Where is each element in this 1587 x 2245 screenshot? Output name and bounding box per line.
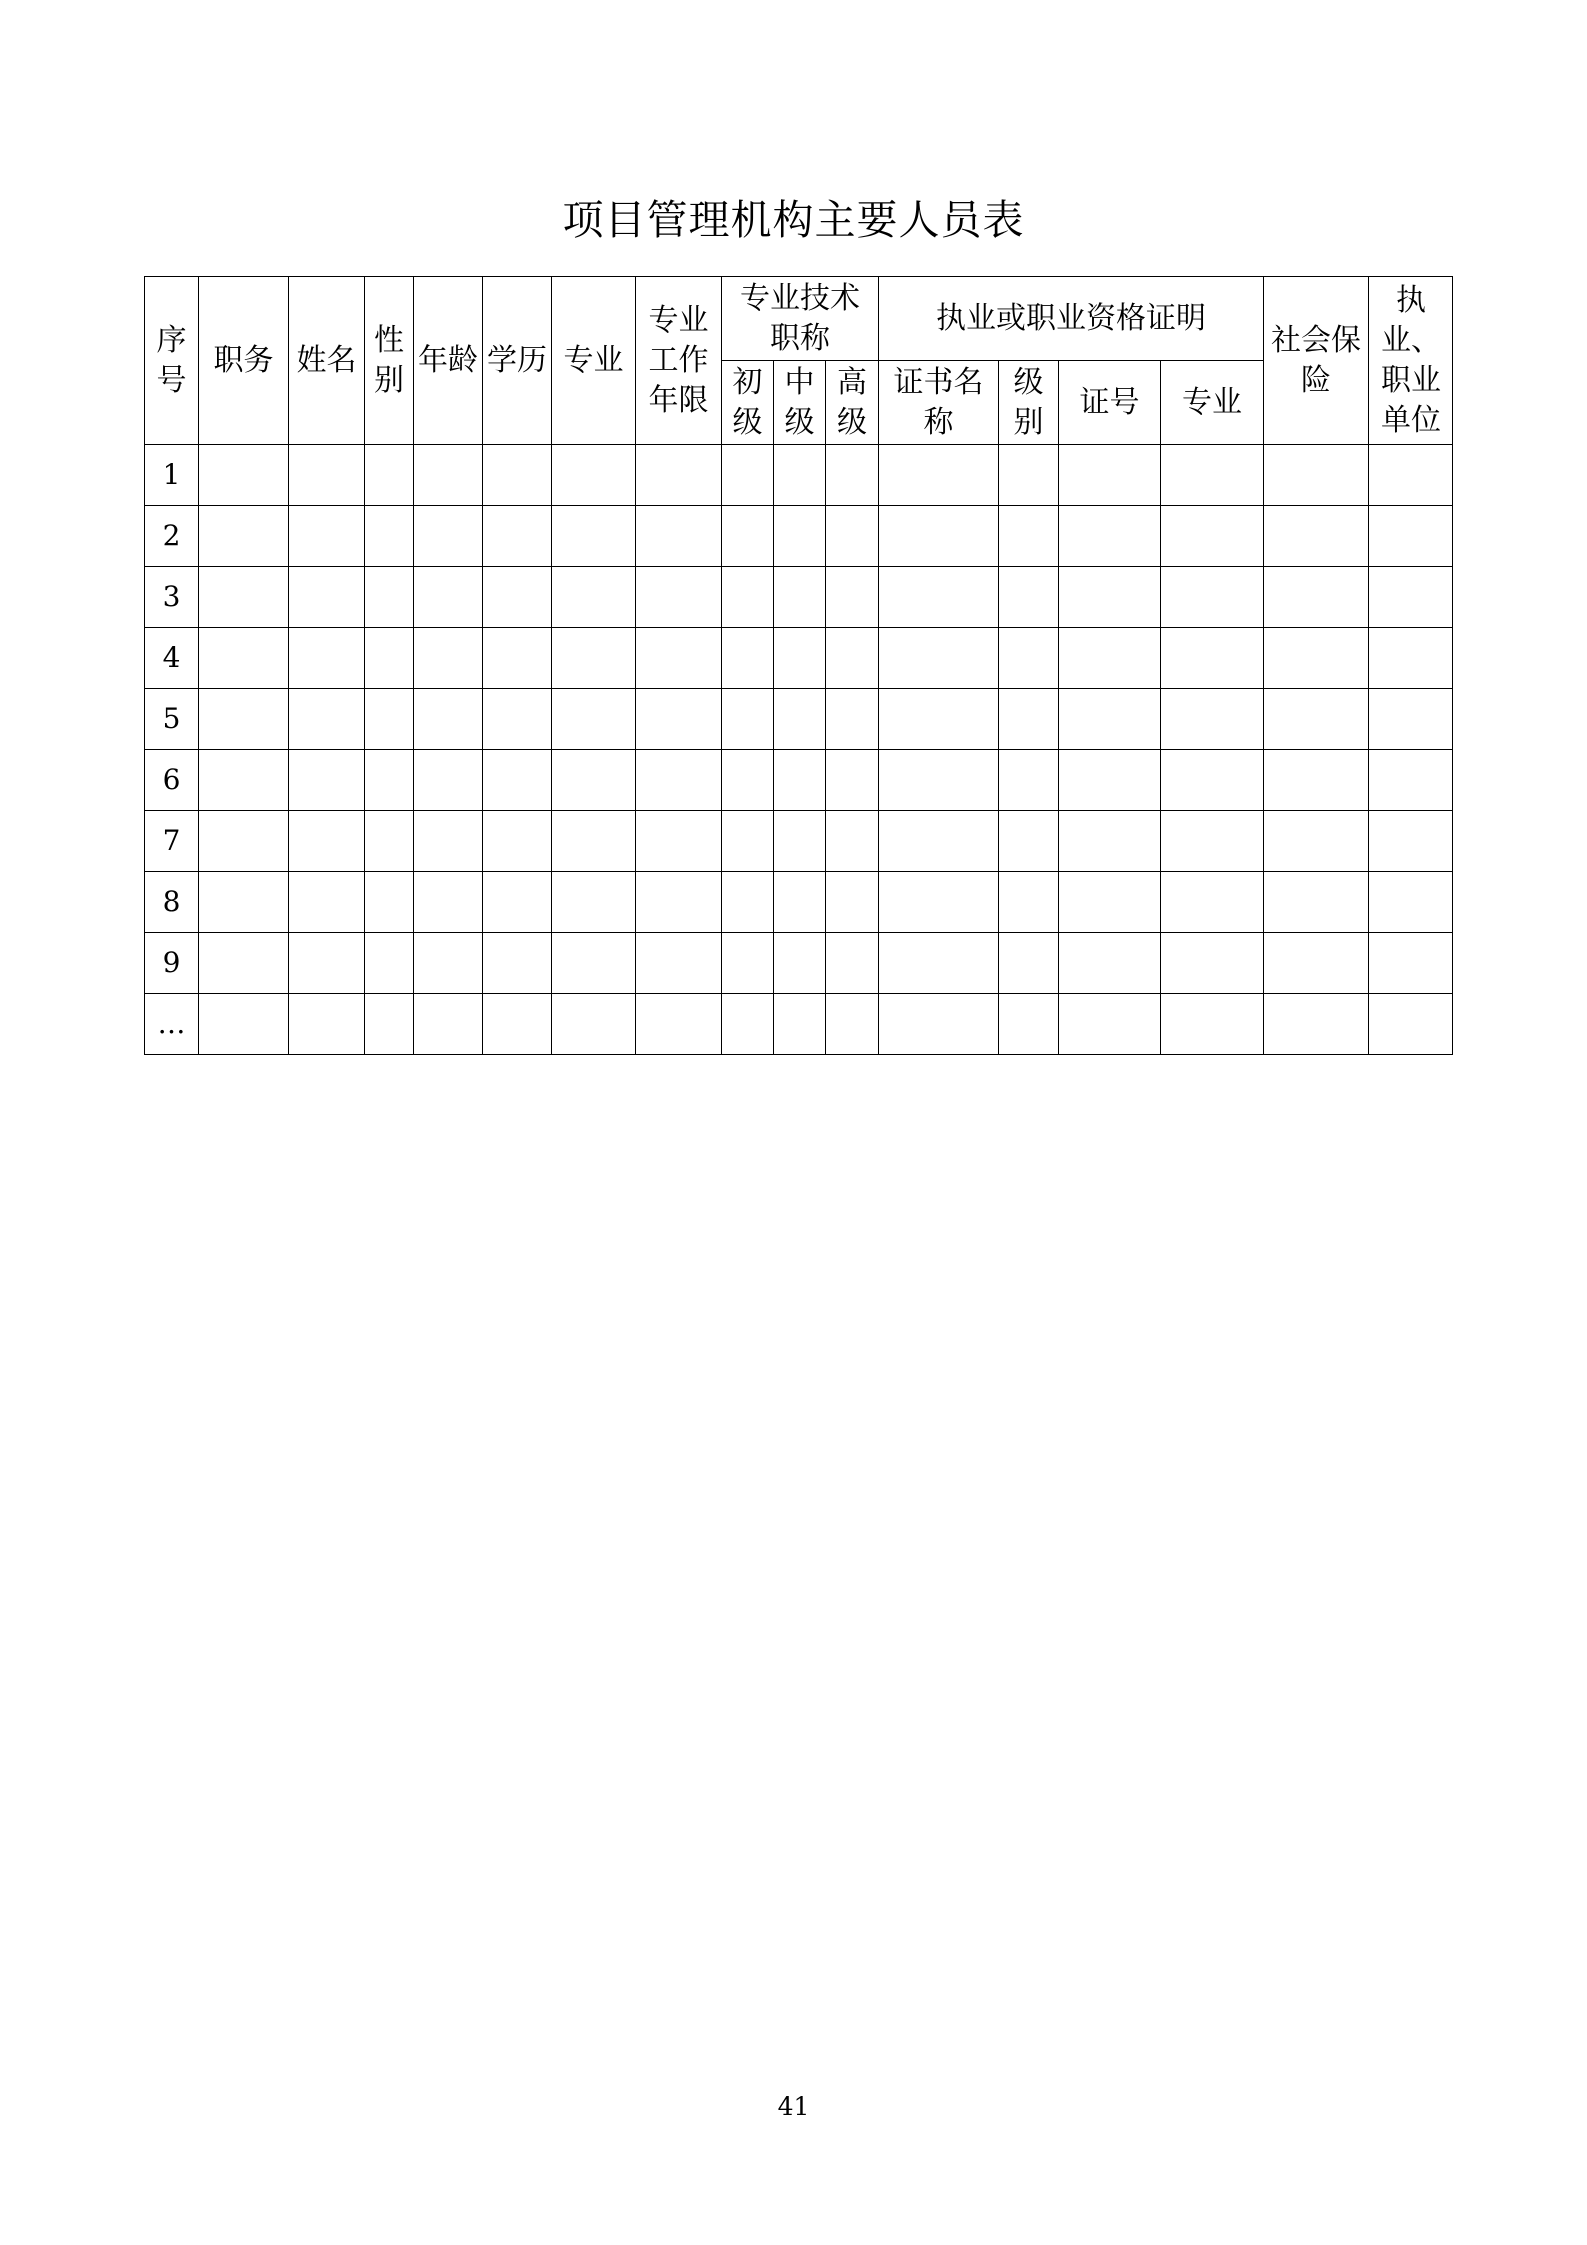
table-cell [1369,994,1453,1055]
table-cell [289,933,365,994]
table-cell [365,811,414,872]
table-cell [1264,506,1369,567]
table-cell [365,628,414,689]
table-cell [289,628,365,689]
row-seq-number: 5 [145,689,199,750]
table-cell [289,689,365,750]
table-cell [636,750,722,811]
row-seq-number: 9 [145,933,199,994]
table-cell [199,750,289,811]
table-cell [1264,689,1369,750]
table-cell [289,811,365,872]
table-cell [1369,506,1453,567]
table-cell [483,872,552,933]
table-cell [722,811,774,872]
table-cell [289,750,365,811]
header-name: 姓名 [289,277,365,445]
table-cell [483,506,552,567]
table-cell [483,750,552,811]
page-title: 项目管理机构主要人员表 [562,196,1025,244]
table-cell [1161,506,1264,567]
table-cell [774,933,826,994]
header-education: 学历 [483,277,552,445]
table-cell [722,933,774,994]
table-cell [826,506,879,567]
table-cell [1059,933,1161,994]
table-cell [199,872,289,933]
table-cell [1264,811,1369,872]
table-cell [483,567,552,628]
row-seq-number: 7 [145,811,199,872]
table-cell [365,994,414,1055]
table-cell [1264,445,1369,506]
table-cell [636,933,722,994]
table-cell [722,567,774,628]
table-cell [999,628,1059,689]
table-cell [879,445,999,506]
table-cell [826,445,879,506]
table-cell [1264,994,1369,1055]
table-cell [826,872,879,933]
row-seq-number: 2 [145,506,199,567]
table-cell [826,933,879,994]
table-cell [414,933,483,994]
table-cell [1059,750,1161,811]
table-cell [414,506,483,567]
table-cell [1059,506,1161,567]
table-cell [199,933,289,994]
table-cell [826,689,879,750]
header-seq: 序号 [145,277,199,445]
header-tech-junior: 初级 [722,361,774,445]
header-work-years: 专业工作年限 [636,277,722,445]
table-cell [552,506,636,567]
table-cell [414,872,483,933]
table-cell [289,567,365,628]
table-cell [1059,628,1161,689]
table-cell [552,811,636,872]
table-cell [636,445,722,506]
table-cell [774,689,826,750]
table-cell [1059,567,1161,628]
table-cell [1059,811,1161,872]
table-cell [199,628,289,689]
table-cell [414,567,483,628]
header-cert-level: 级别 [999,361,1059,445]
table-cell [414,628,483,689]
table-cell [999,567,1059,628]
table-cell [1369,628,1453,689]
header-cert-name: 证书名称 [879,361,999,445]
table-cell [365,506,414,567]
table-cell [199,567,289,628]
table-cell [365,872,414,933]
table-cell [289,872,365,933]
table-cell [879,872,999,933]
table-cell [365,567,414,628]
header-tech-senior: 高级 [826,361,879,445]
table-cell [1059,872,1161,933]
table-cell [879,750,999,811]
table-cell [552,445,636,506]
table-cell [1264,872,1369,933]
table-cell [483,445,552,506]
table-cell [999,506,1059,567]
table-cell [722,750,774,811]
table-cell [774,994,826,1055]
table-cell [774,506,826,567]
header-gender: 性别 [365,277,414,445]
table-cell [1161,689,1264,750]
table-cell [722,872,774,933]
table-cell [414,811,483,872]
table-cell [774,750,826,811]
table-cell [365,933,414,994]
table-cell [826,567,879,628]
table-cell [636,689,722,750]
table-cell [879,628,999,689]
table-row [145,750,1453,811]
table-cell [1264,750,1369,811]
table-cell [365,750,414,811]
table-row [145,872,1453,933]
table-cell [1369,445,1453,506]
table-cell [552,933,636,994]
table-cell [365,689,414,750]
table-row [145,689,1453,750]
table-cell [289,506,365,567]
table-row [145,506,1453,567]
table-cell [552,994,636,1055]
row-seq-number: 1 [145,445,199,506]
header-cert-number: 证号 [1059,361,1161,445]
staff-table [144,276,1453,1055]
header-cert-major: 专业 [1161,361,1264,445]
header-position: 职务 [199,277,289,445]
header-age: 年龄 [414,277,483,445]
table-cell [414,994,483,1055]
table-cell [722,689,774,750]
table-cell [1264,628,1369,689]
table-cell [1161,994,1264,1055]
table-cell [1369,567,1453,628]
table-cell [1059,994,1161,1055]
table-cell [414,689,483,750]
table-cell [879,567,999,628]
table-cell [552,750,636,811]
table-cell [999,750,1059,811]
table-cell [826,750,879,811]
table-cell [774,811,826,872]
table-cell [1264,567,1369,628]
row-seq-number: 3 [145,567,199,628]
table-cell [999,445,1059,506]
table-cell [414,750,483,811]
table-row [145,994,1453,1055]
table-cell [879,506,999,567]
table-cell [1161,628,1264,689]
table-cell [1161,933,1264,994]
table-cell [483,811,552,872]
table-cell [879,689,999,750]
header-tech-middle: 中级 [774,361,826,445]
table-cell [636,811,722,872]
header-major: 专业 [552,277,636,445]
table-cell [199,994,289,1055]
table-cell [636,994,722,1055]
header-tech-title: 专业技术职称 [722,277,879,361]
table-cell [199,689,289,750]
table-row [145,933,1453,994]
table-body [145,445,1453,1055]
table-row [145,811,1453,872]
table-cell [774,445,826,506]
header-row-top [145,277,1453,361]
row-seq-number: 4 [145,628,199,689]
table-cell [722,445,774,506]
table-cell [483,628,552,689]
table-row [145,567,1453,628]
table-cell [414,445,483,506]
header-qualification: 执业或职业资格证明 [879,277,1264,361]
table-cell [722,506,774,567]
table-cell [826,994,879,1055]
table-cell [636,628,722,689]
table-cell [1059,445,1161,506]
table-cell [722,628,774,689]
table-cell [1369,872,1453,933]
table-cell [774,628,826,689]
table-cell [1369,750,1453,811]
table-cell [289,994,365,1055]
table-cell [636,567,722,628]
row-seq-number: 8 [145,872,199,933]
table-cell [483,994,552,1055]
table-cell [483,933,552,994]
table-cell [879,811,999,872]
table-cell [289,445,365,506]
table-cell [774,567,826,628]
table-cell [1369,933,1453,994]
table-cell [1161,872,1264,933]
table-cell [999,689,1059,750]
table-cell [1161,445,1264,506]
table-row [145,445,1453,506]
row-seq-number: … [145,994,199,1055]
table-cell [1369,689,1453,750]
table-cell [552,872,636,933]
header-social-insurance: 社会保险 [1264,277,1369,445]
table-cell [999,994,1059,1055]
table-cell [1264,933,1369,994]
table-cell [1161,750,1264,811]
table-cell [1059,689,1161,750]
table-cell [826,811,879,872]
table-cell [1161,811,1264,872]
table-cell [999,872,1059,933]
table-cell [199,445,289,506]
table-cell [1161,567,1264,628]
table-cell [722,994,774,1055]
table-cell [1369,811,1453,872]
table-cell [365,445,414,506]
table-cell [879,994,999,1055]
table-cell [552,567,636,628]
table-cell [826,628,879,689]
row-seq-number: 6 [145,750,199,811]
table-cell [199,506,289,567]
table-cell [552,628,636,689]
page-number: 41 [777,2092,810,2121]
table-cell [774,872,826,933]
table-cell [636,506,722,567]
table-row [145,628,1453,689]
table-cell [483,689,552,750]
table-cell [879,933,999,994]
table-cell [999,933,1059,994]
table-cell [636,872,722,933]
table-cell [999,811,1059,872]
table-cell [552,689,636,750]
table-cell [199,811,289,872]
header-employer: 执业、职业单位 [1369,277,1453,445]
